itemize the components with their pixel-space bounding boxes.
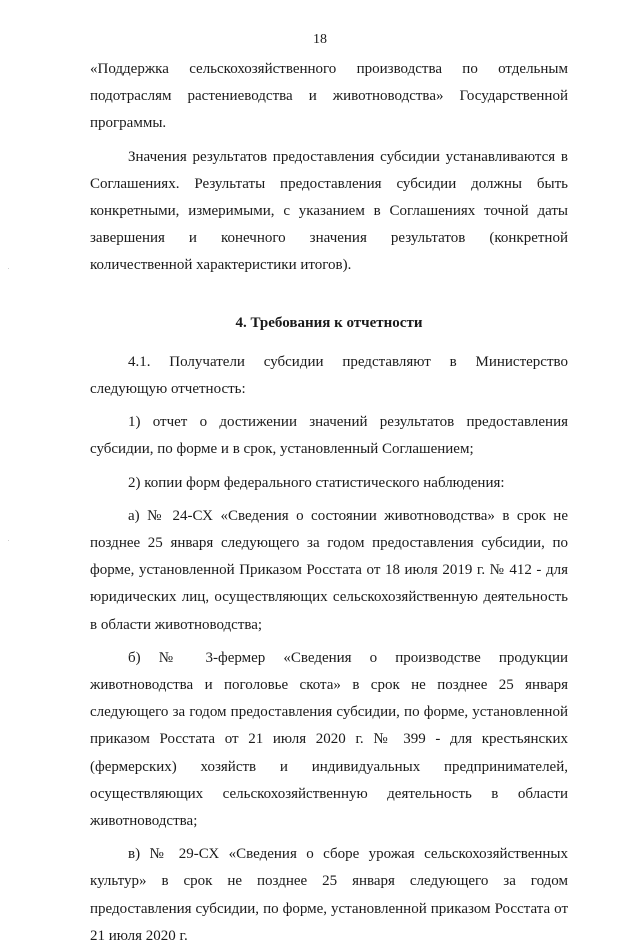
document-body: [90, 56, 568, 950]
list-item-b: б) № 3-фермер «Сведения о производстве продукции животноводства и поголовье скота» в срок не позднее 25 января следующего за годом предоставления субсидии, по форме, установленной приказом Росстата от 21 июля 2020 г. № 399 - для крестьянских (фермерских) хозяйств и индивидуальных предпринимателей, осуществляющих сельскохозяйственную деятельность в области животноводства;: [90, 649, 568, 830]
margin-mark: [8, 540, 9, 541]
paragraph-results-values: Значения результатов предоставления субсидии устанавливаются в Соглашениях. Результаты предоставления субсидии должны быть конкретными, измеримыми, с указанием в Соглашениях точной даты завершения и конечного значения результатов (конкретной количественной характеристики итогов).: [90, 148, 568, 274]
list-item-1: 1) отчет о достижении значений результатов предоставления субсидии, по форме и в срок, установленный Соглашением;: [90, 414, 568, 458]
paragraph-4-1: 4.1. Получатели субсидии представляют в Министерство следующую отчетность:: [90, 353, 568, 398]
list-item-a: а) № 24-СХ «Сведения о состоянии животноводства» в срок не позднее 25 января следующего за годом предоставления субсидии, по форме, установленной Приказом Росстата от 18 июля 2019 г. № 412 - для юридических лиц, осуществляющих сельскохозяйственную деятельность в области животноводства;: [90, 507, 568, 633]
paragraph-program-name: «Поддержка сельскохозяйственного производства по отдельным подотраслям растениеводства и животноводства» Государственной программы.: [90, 61, 568, 132]
page-number: 18: [313, 32, 327, 47]
list-item-c: в) № 29-СХ «Сведения о сборе урожая сельскохозяйственных культур» в срок не позднее 25 января следующего за годом предоставления субсидии, по форме, установленной приказом Росстата от 21 июля 2020 г.: [90, 846, 568, 944]
section-heading: 4. Требования к отчетности: [235, 314, 423, 331]
list-item-2: 2) копии форм федерального статистического наблюдения:: [128, 474, 505, 491]
margin-mark: [8, 268, 9, 269]
